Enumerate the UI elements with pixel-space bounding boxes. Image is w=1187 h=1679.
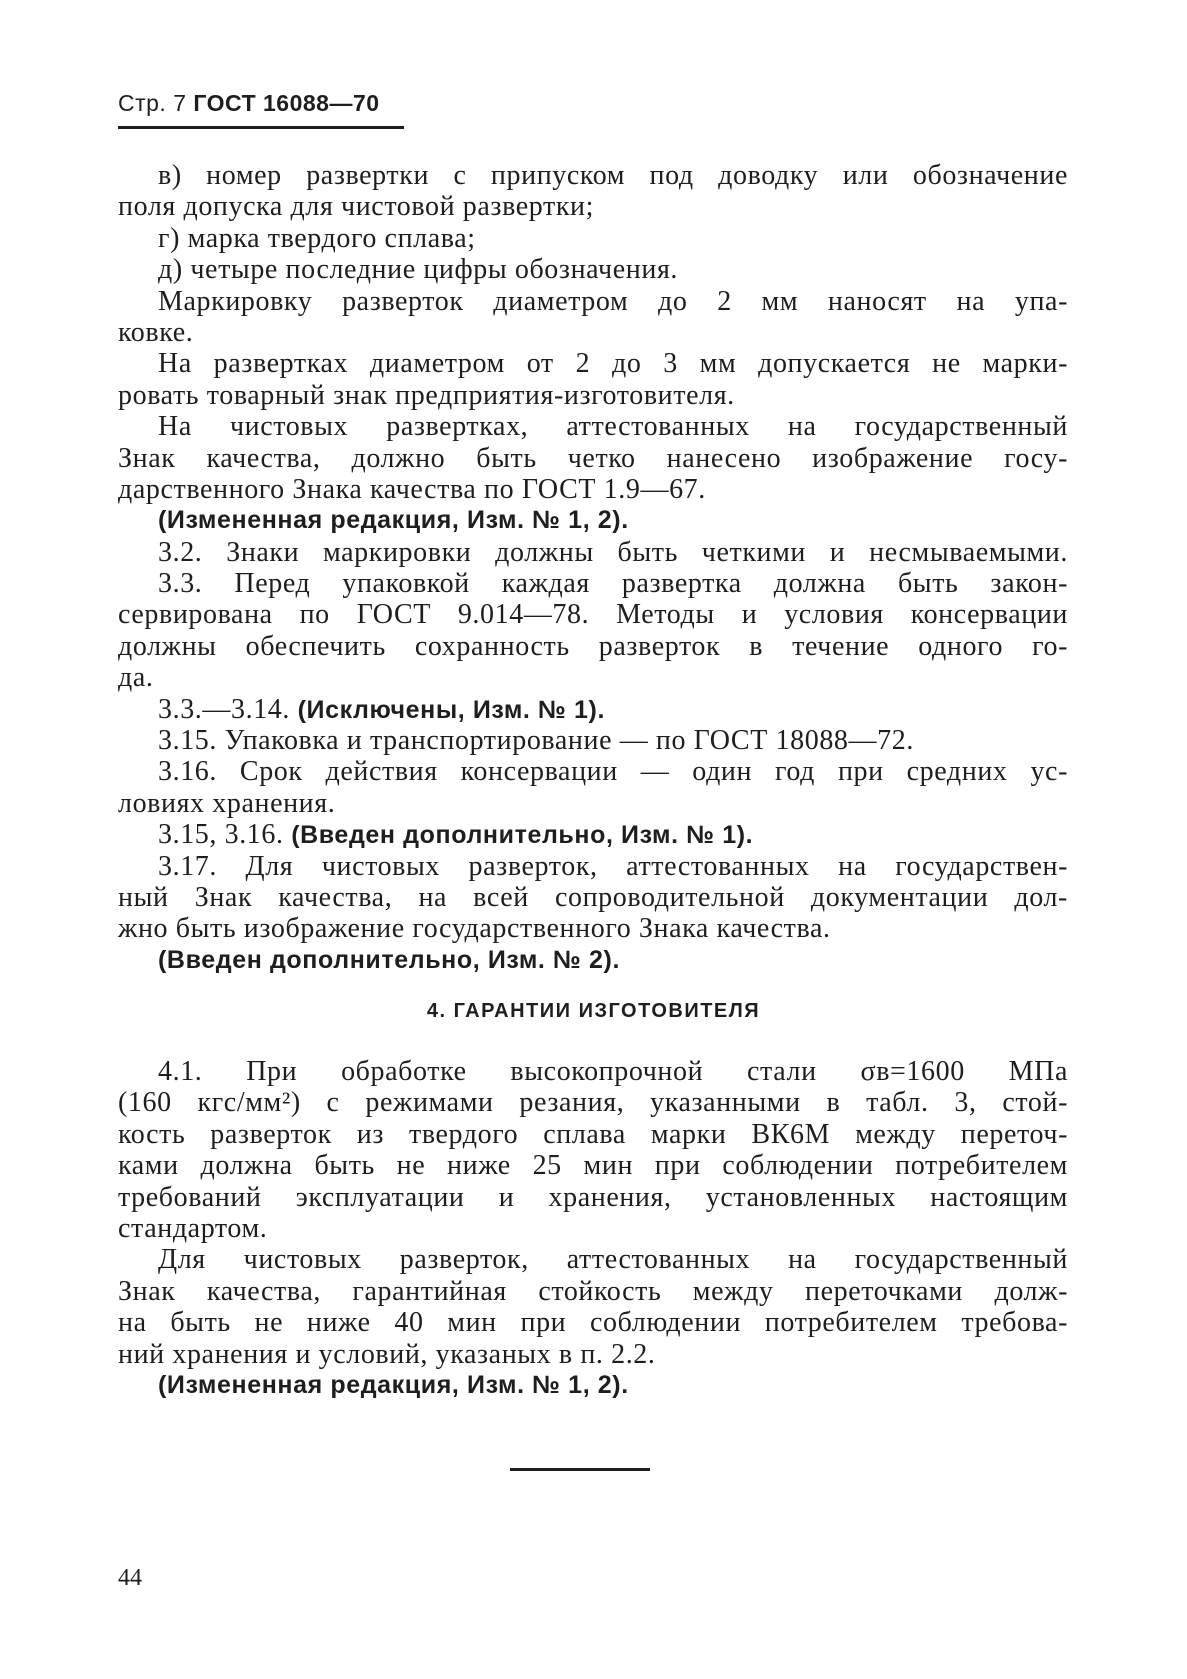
text-line: Знак качества, гарантийная стойкость между переточками долж- <box>118 1275 1068 1307</box>
text-line: 3.15. Упаковка и транспортирование — по ГОСТ 18088—72. <box>158 725 914 757</box>
text-line: ровать товарный знак предприятия-изготовителя. <box>118 379 735 411</box>
text-line: ный Знак качества, на всей сопроводительной документации дол- <box>118 881 1068 913</box>
text-line: ловиях хранения. <box>118 787 336 819</box>
amendment-note: (Исключены, Изм. № 1). <box>297 695 606 724</box>
text-line: Знак качества, должно быть четко нанесено изображение госу- <box>118 442 1068 474</box>
header-page-label: Стр. 7 <box>118 90 187 116</box>
text-line: ний хранения и условий, указаных в п. 2.2. <box>118 1338 656 1370</box>
body-text-section-3 <box>118 160 1068 976</box>
text-line: должны обеспечить сохранность разверток в течение одного го- <box>118 630 1068 662</box>
text-line: 3.16. Срок действия консервации — один год при средних ус- <box>158 756 1068 788</box>
text-line: На развертках диаметром от 2 до 3 мм допускается не марки- <box>158 348 1068 380</box>
text-line: (160 кгс/мм²) с режимами резания, указанными в табл. 3, стой- <box>118 1087 1068 1119</box>
text-line: ками должна быть не ниже 25 мин при соблюдении потребителем <box>118 1150 1068 1182</box>
body-text-section-4 <box>118 1056 1068 1401</box>
header-rule <box>118 126 404 129</box>
text-line-mixed <box>118 819 1068 850</box>
text-line: г) марка твердого сплава; <box>158 222 476 254</box>
amendment-note: (Введен дополнительно, Изм. № 2). <box>158 945 620 974</box>
text-line: кость разверток из твердого сплава марки ВК6М между переточ- <box>118 1118 1068 1150</box>
text-line: 4.1. При обработке высокопрочной стали σв=1600 МПа <box>158 1056 1068 1087</box>
text-line: поля допуска для чистовой развертки; <box>118 191 595 223</box>
text-line: в) номер развертки с припуском под доводку или обозначение <box>158 160 1068 191</box>
text-line: ковке. <box>118 316 194 348</box>
text-line: Для чистовых разверток, аттестованных на государственный <box>158 1244 1068 1276</box>
text-line: На чистовых развертках, аттестованных на государственный <box>158 411 1068 443</box>
text-line: жно быть изображение государственного Знака качества. <box>118 913 831 945</box>
text-line: дарственного Знака качества по ГОСТ 1.9—67. <box>118 473 706 505</box>
end-rule <box>510 1468 650 1471</box>
section-title: 4. ГАРАНТИИ ИЗГОТОВИТЕЛЯ <box>426 1000 761 1022</box>
amendment-note: (Измененная редакция, Изм. № 1, 2). <box>158 506 629 535</box>
text-line: стандартом. <box>118 1212 268 1244</box>
amendment-note: (Введен дополнительно, Изм. № 1). <box>291 821 754 850</box>
clause-ref: 3.15, 3.16. <box>158 819 284 851</box>
text-line-mixed <box>118 694 1068 725</box>
amendment-note: (Измененная редакция, Изм. № 1, 2). <box>158 1370 629 1399</box>
header-standard: ГОСТ 16088—70 <box>193 90 380 116</box>
text-line: да. <box>118 662 154 694</box>
text-line: сервирована по ГОСТ 9.014—78. Методы и условия консервации <box>118 599 1068 631</box>
text-line: Маркировку разверток диаметром до 2 мм наносят на упа- <box>158 285 1068 317</box>
text-line: требований эксплуатации и хранения, установленных настоящим <box>118 1181 1068 1213</box>
text-line: 3.2. Знаки маркировки должны быть четкими и несмываемыми. <box>158 536 1068 568</box>
text-line: 3.17. Для чистовых разверток, аттестованных на государствен- <box>158 850 1068 882</box>
text-line: 3.3. Перед упаковкой каждая развертка должна быть закон- <box>158 568 1068 600</box>
clause-ref: 3.3.—3.14. <box>158 693 290 725</box>
text-line: на быть не ниже 40 мин при соблюдении потребителем требова- <box>118 1307 1068 1339</box>
page-header <box>118 90 380 117</box>
page-number: 44 <box>118 1565 142 1591</box>
text-line: д) четыре последние цифры обозначения. <box>158 254 679 286</box>
